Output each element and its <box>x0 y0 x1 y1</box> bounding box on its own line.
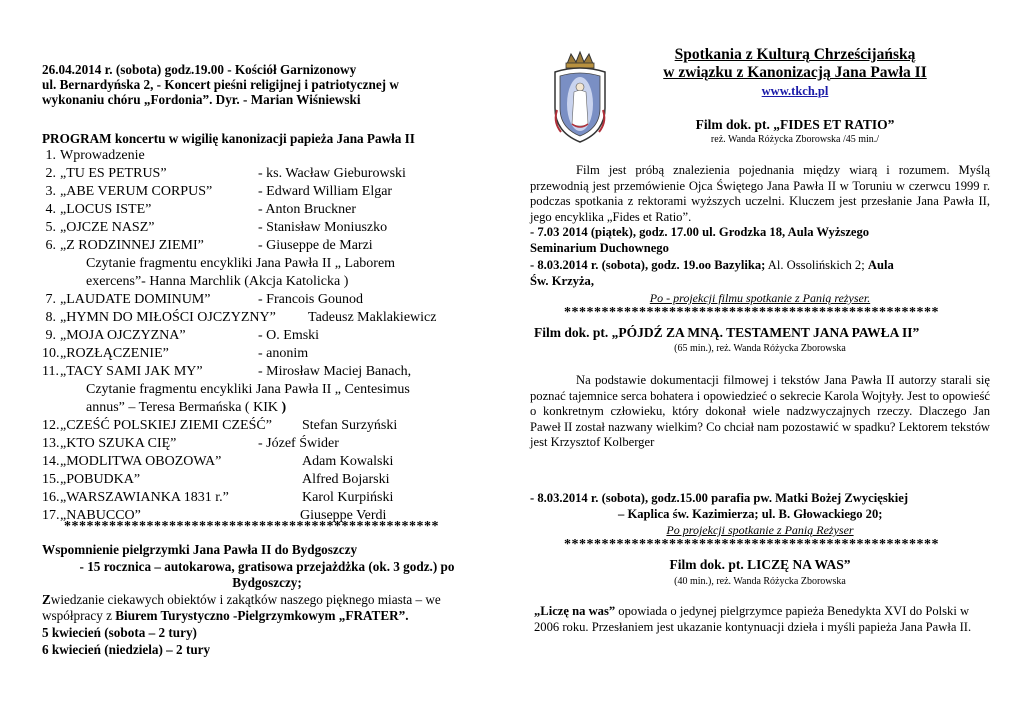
film-title: Film dok. pt. „FIDES ET RATIO” <box>695 117 895 132</box>
star-divider: ************************************************** <box>64 519 439 534</box>
screening-line: - 8.03.2014 r. (sobota), godz.15.00 parafia pw. Matki Bożej Zwycięskiej <box>530 491 909 505</box>
program-item: 9. „MOJA OJCZYZNA” - O. Emski <box>45 328 320 343</box>
screening-line: – Kaplica św. Kazimierza; ul. B. Głowackiego 20; <box>618 507 883 521</box>
pilgrimage-line: - 15 rocznica – autokarowa, gratisowa przejażdżka (ok. 3 godz.) po <box>79 559 455 574</box>
tour-date: 5 kwiecień (sobota – 2 tury) <box>42 625 197 640</box>
after-screening-note: Po projekcji spotkanie z Panią Reżyser <box>666 523 854 537</box>
film-credit: (40 min.), reż. Wanda Różycka Zborowska <box>674 576 846 587</box>
program-item: 5. „OJCZE NASZ” - Stanisław Moniuszko <box>45 220 388 235</box>
program-list <box>42 147 492 527</box>
film-description: Film jest próbą znalezienia pojednania między wiarą i rozumem. Myślą przewodnią jest przemówienie Ojca Świętego Jana Pawła II w Toruniu w czerwcu 1999 r. podczas spotkania z rektorami wyższych uczelni. Kluczem jest przesłanie Jana Pawła II, jego encyklika „Fides et Ratio”. <box>530 163 990 224</box>
screening-info <box>530 225 990 256</box>
star-divider: ************************************************** <box>564 305 939 320</box>
star-divider: ************************************************** <box>564 537 939 552</box>
concert-header <box>42 62 492 107</box>
program-item: 7. „LAUDATE DOMINUM” - Francois Gounod <box>45 292 363 307</box>
pilgrimage-title: Wspomnienie pielgrzymki Jana Pawła II do Bydgoszczy <box>42 542 358 557</box>
reading-line: annus” – Teresa Bermańska ( KIK ) <box>86 400 287 415</box>
concert-header-line: wykonaniu chóru „Fordonia”. Dyr. - Marian Wiśniewski <box>42 92 361 107</box>
program-item: 3. „ABE VERUM CORPUS” - Edward William Elgar <box>45 184 393 199</box>
concert-header-line: 26.04.2014 r. (sobota) godz.19.00 - Kościół Garnizonowy <box>42 62 357 77</box>
org-title-line: Spotkania z Kulturą Chrześcijańską <box>674 46 916 63</box>
program-item: 13. „KTO SZUKA CIĘ” - Józef Świder <box>42 436 339 451</box>
visit-description: Zwiedzanie ciekawych obiektów i zakątków naszego pięknego miasta – we <box>42 592 441 607</box>
film-title: Film dok. pt. „PÓJDŹ ZA MNĄ. TESTAMENT JANA PAWŁA II” <box>534 325 920 340</box>
film-credit: (65 min.), reż. Wanda Różycka Zborowska <box>674 343 846 354</box>
program-item: 10. „ROZŁĄCZENIE” - anonim <box>42 346 309 361</box>
org-title <box>600 46 990 82</box>
program-item: 2. „TU ES PETRUS” - ks. Wacław Gieburowski <box>45 166 406 181</box>
program-item: 11. „TACY SAMI JAK MY” - Mirosław Maciej Banach, <box>42 364 412 379</box>
visit-description: współpracy z Biurem Turystyczno -Pielgrzymkowym „FRATER”. <box>42 608 409 623</box>
film-description: Na podstawie dokumentacji filmowej i tekstów Jana Pawła II autorzy starali się poznać tajemnice serca bohatera i opowiedzieć o sekrecie Karola Wojtyły. Jest to opowieść o konkretnym człowieku, który dokonał wiele nadzwyczajnych rzeczy. Dlaczego Jan Paweł II został nazwany wielkim? Co chciał nam pozostawić w spadku? Lektorem tekstów jest Krzysztof Kolberger <box>530 373 990 449</box>
website-link[interactable]: www.tkch.pl <box>761 84 829 98</box>
program-item: 16. „WARSZAWIANKA 1831 r.” Karol Kurpiński <box>42 490 394 505</box>
after-screening-note: Po - projekcji filmu spotkanie z Panią reżyser. <box>649 291 871 305</box>
reading-line: Czytanie fragmentu encykliki Jana Pawła II „ Laborem <box>86 256 396 271</box>
film-title: Film dok. pt. LICZĘ NA WAS” <box>669 557 851 572</box>
screening-info <box>530 258 990 289</box>
tour-date: 6 kwiecień (niedziela) – 2 tury <box>42 642 211 657</box>
reading-line: exercens”- Hanna Marchlik (Akcja Katolicka ) <box>86 274 349 289</box>
program-title: PROGRAM koncertu w wigilię kanonizacji papieża Jana Pawła II <box>42 131 415 146</box>
film-description: „Liczę na was” opowiada o jedynej pielgrzymce papieża Benedykta XVI do Polski w 2006 roku. Przesłaniem jest ukazanie kontynuacji dzieła i myśli papieża Jana Pawła II. <box>534 604 972 634</box>
screening-line: - 7.03 2014 (piątek), godz. 17.00 ul. Grodzka 18, Aula Wyższego <box>530 225 870 239</box>
program-item: 15. „POBUDKA” Alfred Bojarski <box>42 472 390 487</box>
program-item: 1. Wprowadzenie <box>45 148 145 163</box>
film-credit: reż. Wanda Różycka Zborowska /45 min./ <box>710 134 880 145</box>
program-item: 12. „CZEŚĆ POLSKIEJ ZIEMI CZEŚĆ” Stefan Surzyński <box>42 418 398 433</box>
program-item: 6. „Z RODZINNEJ ZIEMI” - Giuseppe de Marzi <box>45 238 373 253</box>
program-item: 14. „MODLITWA OBOZOWA” Adam Kowalski <box>42 454 394 469</box>
screening-line: - 8.03.2014 r. (sobota), godz. 19.oo Bazylika; Al. Ossolińskich 2; Aula <box>530 258 894 272</box>
reading-line: Czytanie fragmentu encykliki Jana Pawła II „ Centesimus <box>86 382 410 397</box>
screening-line: Św. Krzyża, <box>530 273 595 288</box>
pilgrimage-line: Bydgoszczy; <box>232 575 302 590</box>
program-item: 4. „LOCUS ISTE” - Anton Bruckner <box>45 202 356 217</box>
program-item: 17. „NABUCCO” Giuseppe Verdi <box>42 508 387 523</box>
program-item: 8. „HYMN DO MIŁOŚCI OJCZYZNY” Tadeusz Maklakiewicz <box>45 310 437 325</box>
concert-header-line: ul. Bernardyńska 2, - Koncert pieśni religijnej i patriotycznej w <box>42 77 399 92</box>
screening-line: Seminarium Duchownego <box>530 240 669 255</box>
org-title-line: w związku z Kanonizacją Jana Pawła II <box>663 64 927 81</box>
